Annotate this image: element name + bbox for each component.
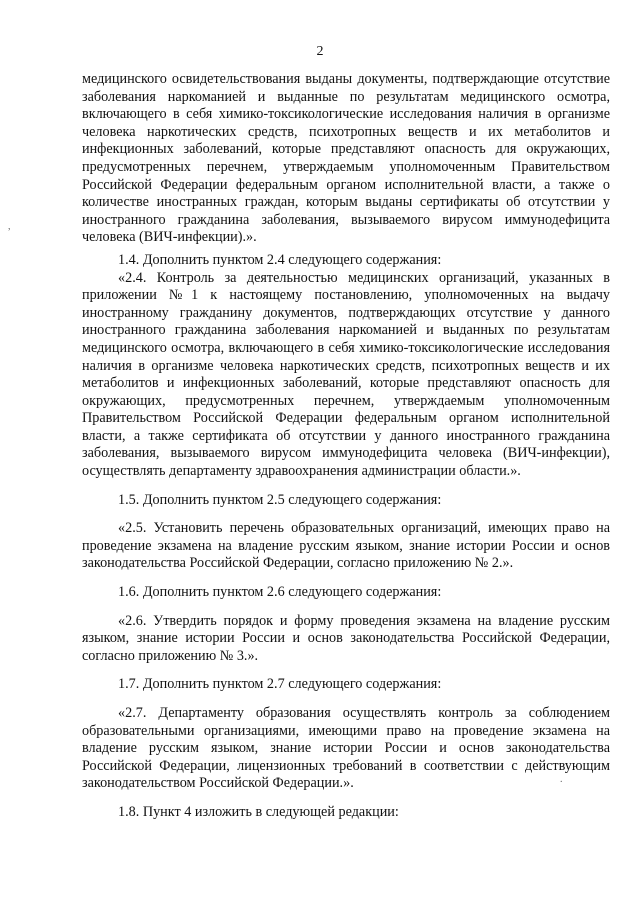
page-number: 2 [316, 44, 324, 59]
scan-mark: , [8, 221, 11, 232]
paragraph-item-1-6: 1.6. Дополнить пунктом 2.6 следующего содержания: [118, 584, 442, 601]
paragraph-continuation: медицинского освидетельствования выданы документы, подтверждающие отсутствие заболевания наркоманией и выданные по результатам медицинского осмотра, включающего в себя химико-токсикологические исследования наличия в организме человека наркотических средств, психотропных веществ и их метаболитов и инфекционных заболеваний, которые представляют опасность для окружающих, предусмотренных перечнем, утверждаемым уполномоченным Правительством Российской Федерации федеральным органом исполнительной власти, а также о количестве иностранных граждан, которым выданы сертификаты об отсутствии у иностранного гражданина заболевания, вызываемого вирусом иммунодефицита человека (ВИЧ-инфекции).». [82, 71, 610, 246]
document-body [82, 71, 610, 822]
paragraph-item-1-7: 1.7. Дополнить пунктом 2.7 следующего содержания: [118, 676, 442, 693]
paragraph-item-1-8: 1.8. Пункт 4 изложить в следующей редакции: [118, 803, 399, 820]
paragraph-clause-2-7: «2.7. Департаменту образования осуществлять контроль за соблюдением образовательными организациями, имеющими право на проведение экзамена на владение русским языком, знание истории России и основ законодательства Российской Федерации, лицензионных требований в соответствии с действующим законодательством Российской Федерации.». [82, 705, 610, 792]
paragraph-item-1-5: 1.5. Дополнить пунктом 2.5 следующего содержания: [118, 491, 442, 508]
paragraph-item-1-4: 1.4. Дополнить пунктом 2.4 следующего содержания: [118, 251, 442, 268]
paragraph-clause-2-6: «2.6. Утвердить порядок и форму проведения экзамена на владение русским языком, знание истории России и основ законодательства Российской Федерации, согласно приложению № 3.». [82, 612, 610, 664]
scan-mark: . [560, 774, 563, 785]
paragraph-clause-2-5: «2.5. Установить перечень образовательных организаций, имеющих право на проведение экзамена на владение русским языком, знание истории России и основ законодательства Российской Федерации, согласно приложению № 2.». [82, 520, 610, 572]
paragraph-clause-2-4: «2.4. Контроль за деятельностью медицинских организаций, указанных в приложении №1 к настоящему постановлению, уполномоченных на выдачу иностранному гражданину документов, подтверждающих отсутствие у данного иностранного гражданина заболевания наркоманией и выданных по результатам медицинского осмотра, включающего в себя химико-токсикологические исследования наличия в организме человека наркотических средств, психотропных веществ и их метаболитов и инфекционных заболеваний, которые представляют опасность для окружающих, предусмотренных перечнем, утверждаемым уполномоченным Правительством Российской Федерации федеральным органом исполнительной власти, а также сертификата об отсутствии у данного иностранного гражданина заболевания, вызываемого вирусом иммунодефицита человека (ВИЧ-инфекции), осуществлять департаменту здравоохранения администрации области.». [82, 269, 610, 480]
